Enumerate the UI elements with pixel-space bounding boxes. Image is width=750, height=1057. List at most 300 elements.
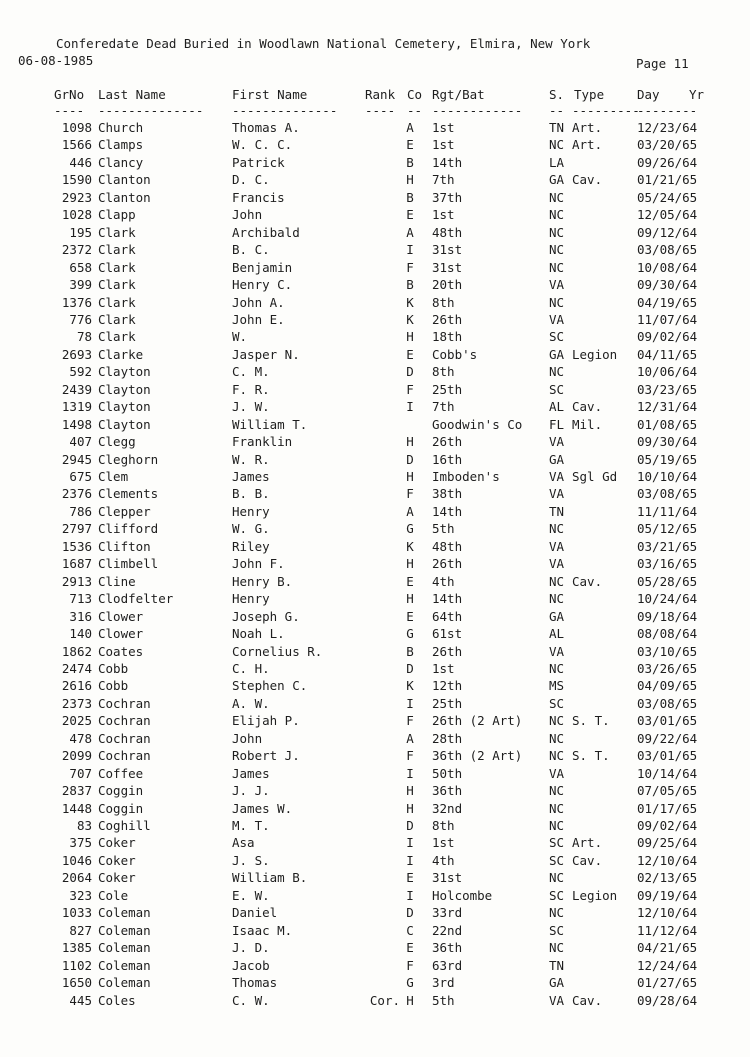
cell-regiment: 31st <box>432 242 463 258</box>
rule-rank: ---- <box>365 103 396 118</box>
cell-last-name: Clamps <box>98 137 144 153</box>
cell-state: VA <box>549 643 565 659</box>
cell-first-name: John F. <box>232 556 285 572</box>
cell-last-name: Clifford <box>98 521 159 537</box>
table-row <box>0 626 750 643</box>
cell-company: D <box>406 818 414 833</box>
cell-date: 01/21/65 <box>637 172 698 188</box>
cell-company: E <box>406 870 414 886</box>
table-row <box>0 225 750 242</box>
cell-first-name: John A. <box>232 294 285 310</box>
cell-regiment: 12th <box>432 678 463 694</box>
cell-date: 12/10/64 <box>637 905 698 921</box>
cell-grno: 2025 <box>61 713 92 729</box>
cell-grno: 2099 <box>61 748 92 764</box>
cell-first-name: Robert J. <box>232 748 300 764</box>
cell-last-name: Clark <box>98 242 136 258</box>
cell-first-name: Daniel <box>232 905 278 921</box>
cell-state: MS <box>549 678 565 694</box>
cell-state: SC <box>549 381 565 397</box>
cell-regiment: 14th <box>432 154 463 170</box>
cell-date: 05/24/65 <box>637 189 698 205</box>
cell-grno: 592 <box>69 364 92 380</box>
cell-last-name: Clarke <box>98 346 144 362</box>
cell-last-name: Coleman <box>98 940 151 956</box>
cell-company: A <box>406 120 414 135</box>
cell-state: VA <box>549 311 565 327</box>
cell-date: 09/28/64 <box>637 992 698 1008</box>
cell-date: 02/13/65 <box>637 870 698 886</box>
cell-last-name: Cobb <box>98 678 129 694</box>
cell-last-name: Clark <box>98 224 136 240</box>
cell-last-name: Cline <box>98 573 136 589</box>
cell-date: 09/25/64 <box>637 835 698 851</box>
cell-company: H <box>406 591 414 607</box>
cell-grno: 1376 <box>61 294 92 310</box>
cell-company: I <box>406 765 414 781</box>
cell-date: 10/06/64 <box>637 364 698 380</box>
cell-regiment: 25th <box>432 695 463 711</box>
cell-regiment: 36th (2 Art) <box>432 748 523 764</box>
cell-company: K <box>406 678 414 694</box>
cell-first-name: A. W. <box>232 695 270 711</box>
cell-company: E <box>406 137 414 153</box>
cell-state: NC <box>549 242 565 258</box>
cell-type: Art. <box>572 120 603 135</box>
cell-state: VA <box>549 277 565 292</box>
cell-last-name: Clifton <box>98 538 151 554</box>
table-row <box>0 591 750 608</box>
cell-company: K <box>406 294 414 310</box>
cell-grno: 1028 <box>61 207 92 223</box>
cell-grno: 2372 <box>61 242 92 258</box>
table-row <box>0 347 750 364</box>
cell-grno: 1590 <box>61 172 92 188</box>
cell-date: 07/05/65 <box>637 783 698 799</box>
cell-company: H <box>406 556 414 572</box>
table-row <box>0 644 750 661</box>
cell-regiment: 50th <box>432 765 463 781</box>
cell-date: 03/01/65 <box>637 713 698 729</box>
cell-first-name: B. B. <box>232 486 270 502</box>
cell-last-name: Clanton <box>98 172 151 188</box>
cell-company: F <box>406 486 414 502</box>
cell-first-name: Henry <box>232 503 270 519</box>
cell-first-name: Cornelius R. <box>232 643 323 659</box>
cell-company: K <box>406 311 414 327</box>
cell-first-name: Henry <box>232 591 270 607</box>
cell-first-name: Stephen C. <box>232 678 308 694</box>
cell-regiment: 1st <box>432 207 455 223</box>
cell-company: D <box>406 660 414 676</box>
table-row <box>0 766 750 783</box>
cell-type: S. T. <box>572 713 610 729</box>
cell-last-name: Clark <box>98 277 136 292</box>
cell-last-name: Coggin <box>98 800 144 816</box>
cell-date: 09/18/64 <box>637 608 698 624</box>
cell-date: 04/11/65 <box>637 346 698 362</box>
rule-grno: ---- <box>54 103 85 118</box>
table-row <box>0 417 750 434</box>
cell-state: TN <box>549 120 565 135</box>
cell-first-name: Thomas <box>232 975 278 990</box>
cell-first-name: W. R. <box>232 451 270 467</box>
cell-grno: 83 <box>76 818 92 833</box>
cell-type: Art. <box>572 137 603 153</box>
cell-grno: 1098 <box>61 120 92 135</box>
cell-grno: 2376 <box>61 486 92 502</box>
cell-regiment: 5th <box>432 992 455 1008</box>
cell-state: NC <box>549 521 565 537</box>
table-row <box>0 504 750 521</box>
cell-grno: 1319 <box>61 399 92 415</box>
cell-last-name: Clower <box>98 626 144 641</box>
cell-state: VA <box>549 434 565 450</box>
cell-regiment: 37th <box>432 189 463 205</box>
cell-last-name: Clark <box>98 311 136 327</box>
table-row <box>0 923 750 940</box>
cell-company: E <box>406 346 414 362</box>
report-date: 06-08-1985 <box>18 53 94 68</box>
cell-regiment: Goodwin's Co <box>432 416 523 432</box>
cell-grno: 827 <box>69 922 92 938</box>
cell-company: B <box>406 189 414 205</box>
cell-company: A <box>406 503 414 519</box>
header-yr: Yr <box>689 87 705 102</box>
cell-regiment: 31st <box>432 259 463 275</box>
cell-first-name: Henry B. <box>232 573 293 589</box>
table-row <box>0 975 750 992</box>
cell-company: H <box>406 992 414 1008</box>
cell-regiment: 63rd <box>432 957 463 973</box>
table-row <box>0 469 750 486</box>
cell-last-name: Cleghorn <box>98 451 159 467</box>
cell-first-name: F. R. <box>232 381 270 397</box>
table-row <box>0 958 750 975</box>
cell-regiment: 26th (2 Art) <box>432 713 523 729</box>
cell-type: Cav. <box>572 172 603 188</box>
cell-date: 10/10/64 <box>637 469 698 484</box>
table-row <box>0 835 750 852</box>
document-title: Conferedate Dead Buried in Woodlawn National Cemetery, Elmira, New York <box>56 36 591 51</box>
cell-type: Cav. <box>572 573 603 589</box>
cell-company: H <box>406 172 414 188</box>
cell-state: NC <box>549 224 565 240</box>
cell-state: GA <box>549 608 565 624</box>
cell-company: I <box>406 887 414 903</box>
cell-state: SC <box>549 852 565 868</box>
cell-state: NC <box>549 818 565 833</box>
cell-last-name: Clower <box>98 608 144 624</box>
cell-state: VA <box>549 992 565 1008</box>
cell-state: VA <box>549 556 565 572</box>
cell-date: 10/24/64 <box>637 591 698 607</box>
cell-grno: 1536 <box>61 538 92 554</box>
cell-first-name: Franklin <box>232 434 293 450</box>
cell-regiment: 28th <box>432 730 463 746</box>
cell-grno: 2373 <box>61 695 92 711</box>
cell-date: 03/23/65 <box>637 381 698 397</box>
cell-last-name: Coles <box>98 992 136 1008</box>
table-row <box>0 556 750 573</box>
cell-company: H <box>406 800 414 816</box>
cell-date: 10/14/64 <box>637 765 698 781</box>
cell-last-name: Coker <box>98 870 136 886</box>
cell-company: I <box>406 852 414 868</box>
cell-grno: 1566 <box>61 137 92 153</box>
cell-company: G <box>406 521 414 537</box>
cell-first-name: John <box>232 207 263 223</box>
cell-state: GA <box>549 346 565 362</box>
table-row <box>0 382 750 399</box>
cell-grno: 1448 <box>61 800 92 816</box>
cell-type: Legion <box>572 346 618 362</box>
column-header-row <box>0 87 750 104</box>
cell-last-name: Cochran <box>98 695 151 711</box>
cell-regiment: 1st <box>432 120 455 135</box>
cell-grno: 446 <box>69 154 92 170</box>
cell-company: F <box>406 748 414 764</box>
cell-last-name: Clepper <box>98 503 151 519</box>
page-number: Page 11 <box>636 56 689 71</box>
cell-state: AL <box>549 626 565 641</box>
cell-company: A <box>406 224 414 240</box>
cell-regiment: 48th <box>432 224 463 240</box>
cell-last-name: Coleman <box>98 905 151 921</box>
cell-regiment: 48th <box>432 538 463 554</box>
cell-last-name: Church <box>98 120 144 135</box>
cell-state: NC <box>549 713 565 729</box>
cell-grno: 2797 <box>61 521 92 537</box>
cell-state: NC <box>549 573 565 589</box>
cell-grno: 323 <box>69 887 92 903</box>
table-row <box>0 713 750 730</box>
cell-state: SC <box>549 887 565 903</box>
table-row <box>0 120 750 137</box>
table-row <box>0 364 750 381</box>
cell-regiment: 5th <box>432 521 455 537</box>
cell-state: TN <box>549 957 565 973</box>
header-co: Co <box>407 87 423 102</box>
cell-state: VA <box>549 469 565 484</box>
table-row <box>0 155 750 172</box>
cell-company: F <box>406 713 414 729</box>
cell-regiment: 25th <box>432 381 463 397</box>
cell-regiment: 22nd <box>432 922 463 938</box>
header-rgt-bat: Rgt/Bat <box>432 87 485 102</box>
cell-state: SC <box>549 922 565 938</box>
cell-regiment: 1st <box>432 137 455 153</box>
cell-last-name: Coleman <box>98 975 151 990</box>
cell-last-name: Cobb <box>98 660 129 676</box>
cell-grno: 316 <box>69 608 92 624</box>
cell-date: 11/12/64 <box>637 922 698 938</box>
cell-first-name: Archibald <box>232 224 300 240</box>
cell-regiment: 20th <box>432 277 463 292</box>
cell-first-name: W. G. <box>232 521 270 537</box>
cell-first-name: Jasper N. <box>232 346 300 362</box>
cell-grno: 2923 <box>61 189 92 205</box>
cell-regiment: Imboden's <box>432 469 500 484</box>
cell-company: H <box>406 783 414 799</box>
cell-first-name: James <box>232 469 270 484</box>
cell-state: VA <box>549 486 565 502</box>
cell-first-name: J. D. <box>232 940 270 956</box>
cell-date: 12/10/64 <box>637 852 698 868</box>
cell-date: 09/26/64 <box>637 154 698 170</box>
cell-first-name: Benjamin <box>232 259 293 275</box>
table-row <box>0 260 750 277</box>
cell-last-name: Cole <box>98 887 129 903</box>
cell-first-name: John <box>232 730 263 746</box>
cell-first-name: Noah L. <box>232 626 285 641</box>
cell-date: 03/08/65 <box>637 242 698 258</box>
cell-state: SC <box>549 835 565 851</box>
cell-last-name: Coggin <box>98 783 144 799</box>
cell-grno: 2693 <box>61 346 92 362</box>
cell-last-name: Coghill <box>98 818 151 833</box>
cell-regiment: 64th <box>432 608 463 624</box>
cell-regiment: 8th <box>432 364 455 380</box>
cell-company: I <box>406 695 414 711</box>
table-row <box>0 818 750 835</box>
cell-last-name: Coleman <box>98 957 151 973</box>
cell-date: 03/20/65 <box>637 137 698 153</box>
cell-date: 09/19/64 <box>637 887 698 903</box>
cell-first-name: W. C. C. <box>232 137 293 153</box>
cell-grno: 1033 <box>61 905 92 921</box>
cell-grno: 399 <box>69 277 92 292</box>
cell-date: 01/27/65 <box>637 975 698 990</box>
cell-regiment: 26th <box>432 434 463 450</box>
cell-state: NC <box>549 800 565 816</box>
cell-grno: 2616 <box>61 678 92 694</box>
cell-last-name: Coker <box>98 852 136 868</box>
table-row <box>0 888 750 905</box>
cell-regiment: 26th <box>432 311 463 327</box>
cell-state: NC <box>549 660 565 676</box>
cell-first-name: Asa <box>232 835 255 851</box>
cell-company: B <box>406 643 414 659</box>
cell-state: SC <box>549 695 565 711</box>
cell-last-name: Clanton <box>98 189 151 205</box>
cell-date: 03/08/65 <box>637 486 698 502</box>
cell-grno: 776 <box>69 311 92 327</box>
cell-regiment: 7th <box>432 399 455 415</box>
table-row <box>0 853 750 870</box>
cell-company: F <box>406 957 414 973</box>
table-row <box>0 783 750 800</box>
table-row <box>0 277 750 294</box>
cell-date: 05/28/65 <box>637 573 698 589</box>
cell-company: F <box>406 381 414 397</box>
cell-first-name: Henry C. <box>232 277 293 292</box>
cell-last-name: Cochran <box>98 748 151 764</box>
cell-state: NC <box>549 748 565 764</box>
cell-regiment: 16th <box>432 451 463 467</box>
cell-company: H <box>406 469 414 484</box>
table-row <box>0 748 750 765</box>
cell-state: AL <box>549 399 565 415</box>
cell-company: K <box>406 538 414 554</box>
cell-state: NC <box>549 364 565 380</box>
cell-first-name: James <box>232 765 270 781</box>
cell-grno: 707 <box>69 765 92 781</box>
table-row <box>0 434 750 451</box>
cell-company: G <box>406 975 414 990</box>
cell-state: VA <box>549 765 565 781</box>
cell-last-name: Clodfelter <box>98 591 174 607</box>
table-row <box>0 172 750 189</box>
cell-grno: 478 <box>69 730 92 746</box>
rule-last: -------------- <box>98 103 204 118</box>
cell-last-name: Clem <box>98 469 129 484</box>
table-row <box>0 731 750 748</box>
cell-last-name: Clark <box>98 294 136 310</box>
cell-date: 11/07/64 <box>637 311 698 327</box>
cell-date: 01/08/65 <box>637 416 698 432</box>
cell-company: I <box>406 835 414 851</box>
cell-last-name: Clayton <box>98 364 151 380</box>
cell-grno: 1385 <box>61 940 92 956</box>
table-row <box>0 242 750 259</box>
cell-date: 12/31/64 <box>637 399 698 415</box>
cell-state: NC <box>549 189 565 205</box>
cell-first-name: Isaac M. <box>232 922 293 938</box>
cell-type: Cav. <box>572 992 603 1008</box>
cell-regiment: Cobb's <box>432 346 478 362</box>
cell-date: 05/19/65 <box>637 451 698 467</box>
cell-type: Legion <box>572 887 618 903</box>
cell-grno: 2064 <box>61 870 92 886</box>
cell-first-name: C. M. <box>232 364 270 380</box>
cell-date: 09/02/64 <box>637 329 698 345</box>
cell-last-name: Cochran <box>98 730 151 746</box>
cell-state: NC <box>549 783 565 799</box>
table-row <box>0 312 750 329</box>
cell-regiment: 14th <box>432 591 463 607</box>
cell-grno: 2913 <box>61 573 92 589</box>
cell-state: NC <box>549 591 565 607</box>
cell-date: 04/21/65 <box>637 940 698 956</box>
table-row <box>0 137 750 154</box>
table-row <box>0 905 750 922</box>
cell-regiment: 32nd <box>432 800 463 816</box>
header-state: S. <box>549 87 565 102</box>
cell-grno: 195 <box>69 224 92 240</box>
cell-state: NC <box>549 905 565 921</box>
cell-regiment: 8th <box>432 818 455 833</box>
cell-first-name: J. J. <box>232 783 270 799</box>
cell-first-name: Francis <box>232 189 285 205</box>
cell-grno: 407 <box>69 434 92 450</box>
cell-regiment: Holcombe <box>432 887 493 903</box>
cell-regiment: 1st <box>432 660 455 676</box>
table-row <box>0 609 750 626</box>
header-grno: GrNo <box>54 87 85 102</box>
table-row <box>0 539 750 556</box>
table-row <box>0 521 750 538</box>
table-row <box>0 574 750 591</box>
cell-regiment: 7th <box>432 172 455 188</box>
cell-state: NC <box>549 294 565 310</box>
cell-grno: 786 <box>69 503 92 519</box>
cell-grno: 78 <box>76 329 92 345</box>
table-row <box>0 452 750 469</box>
cell-first-name: M. T. <box>232 818 270 833</box>
table-row <box>0 801 750 818</box>
cell-state: NC <box>549 730 565 746</box>
